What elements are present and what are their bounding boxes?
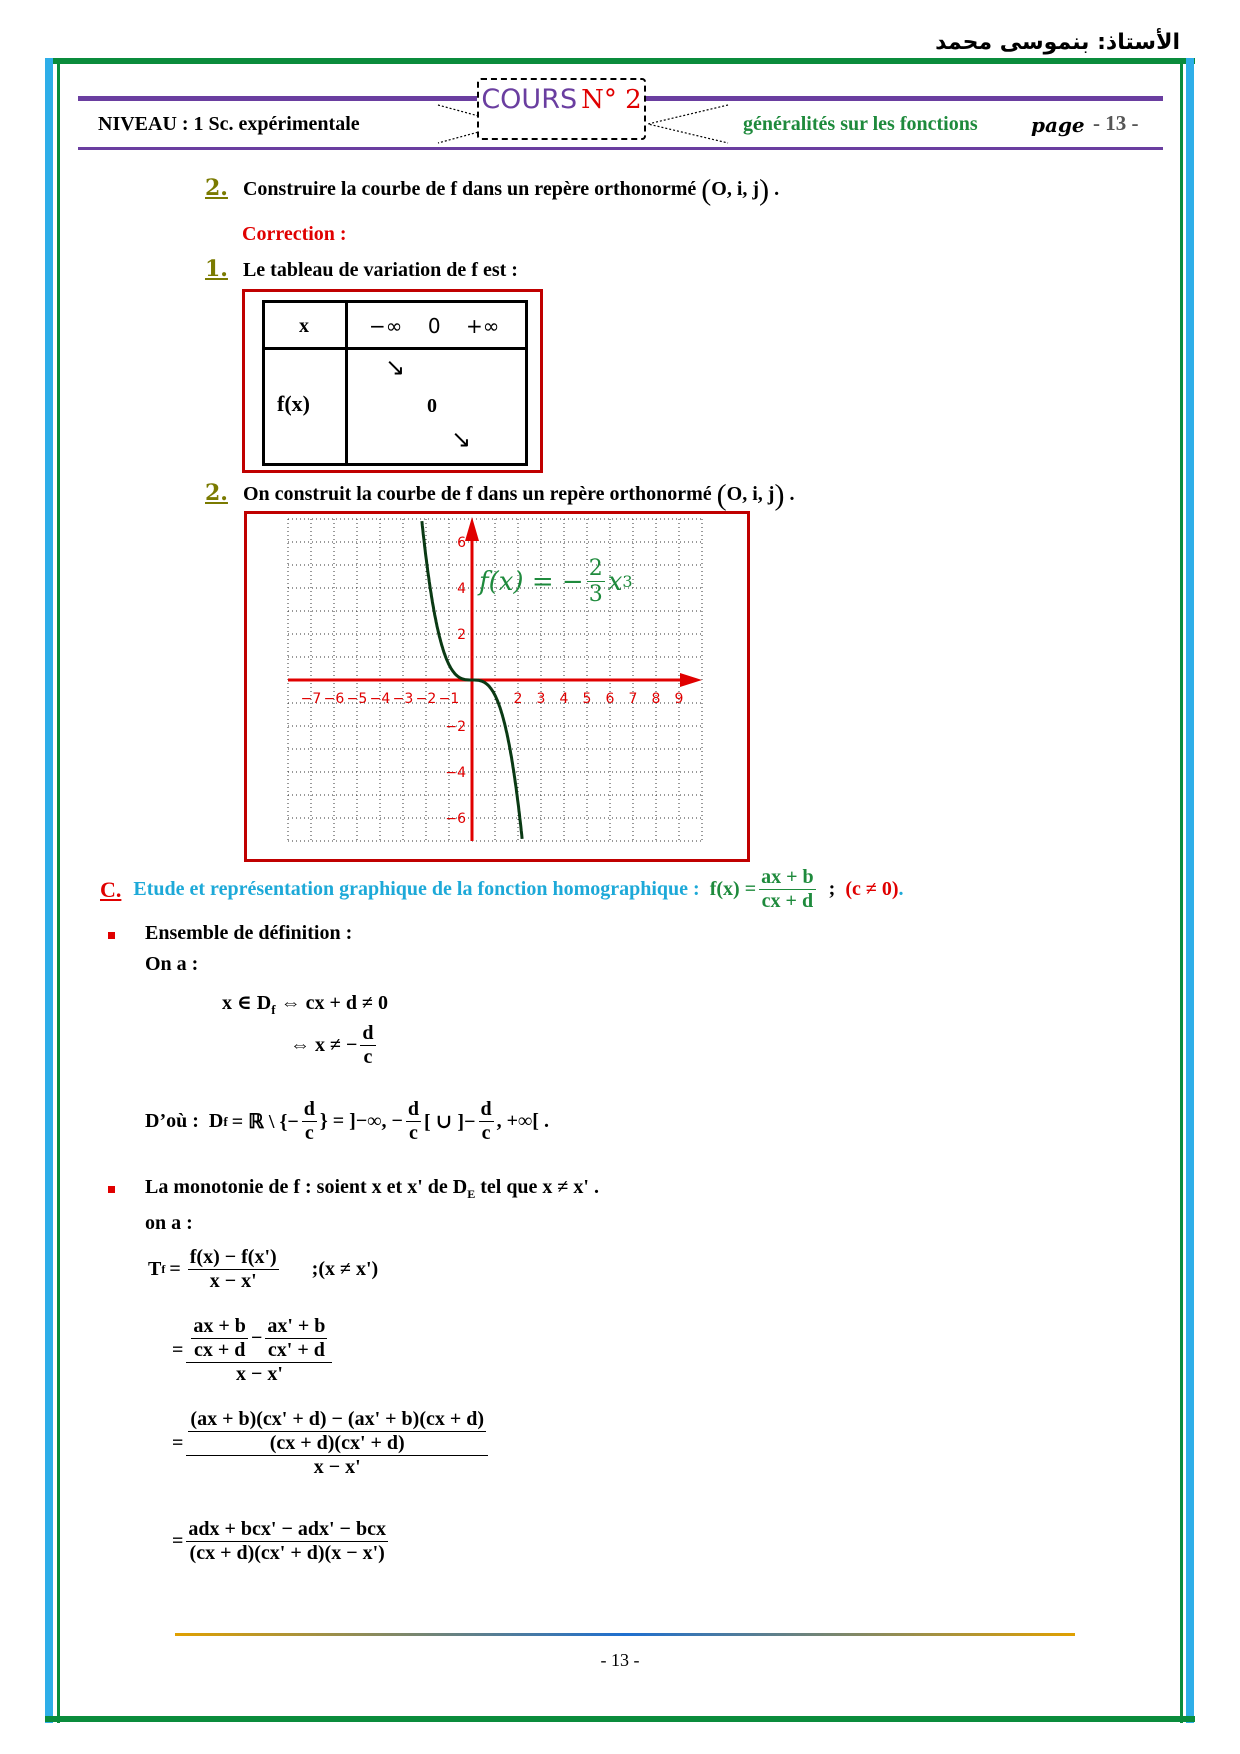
- sectionC-cond: (c ≠ 0): [845, 878, 899, 900]
- step2-num: [186, 1315, 332, 1363]
- definition-eq1: [222, 990, 388, 1018]
- step2-a-den: cx + d: [193, 1339, 246, 1361]
- sectionC-letter: C.: [100, 876, 122, 902]
- teacher-name: الأستاذ: بنموسى محمد: [935, 30, 1180, 55]
- y-axis-arrow-icon: [465, 517, 479, 541]
- chevron-left-icon: [638, 101, 748, 147]
- eq2-frac: [360, 1022, 375, 1069]
- y-tick-label: 6: [457, 535, 466, 551]
- item2-badge: 2.: [205, 480, 228, 506]
- page-frame-top: [45, 58, 1195, 64]
- table-zero: 0: [427, 395, 437, 417]
- y-tick-label: 2: [457, 627, 466, 643]
- sectionC-num: ax + b: [761, 866, 814, 888]
- tf-cond: ;(x ≠ x'): [311, 1258, 379, 1280]
- step2-a-frac: [191, 1315, 248, 1362]
- df-frac2-num: d: [407, 1098, 420, 1120]
- df-rhs1: = ℝ \ {−: [231, 1111, 299, 1133]
- df-rhs2: } = ]−∞, −: [319, 1110, 403, 1132]
- step3-frac: [186, 1408, 488, 1479]
- x-tick-label: −1: [438, 691, 460, 707]
- definition-eq2: [290, 1022, 379, 1069]
- footer-page: - 13 -: [600, 1650, 640, 1670]
- step3-den: x − x': [313, 1456, 361, 1478]
- x-tick-label: 8: [651, 691, 661, 707]
- sectionC-frac: [759, 866, 816, 913]
- cours-number: N° 2: [581, 85, 642, 115]
- x-tick-label: 5: [582, 691, 592, 707]
- definition-df: [145, 1098, 549, 1145]
- monotonie-title-end: tel que x ≠ x' .: [480, 1176, 599, 1198]
- step3-eq: =: [172, 1432, 184, 1454]
- df-label: D: [208, 1110, 224, 1132]
- eq1-lhs: x ∈ D: [222, 992, 272, 1014]
- page-frame-bottom: [45, 1716, 1195, 1722]
- step2-b-frac: [265, 1315, 327, 1362]
- variation-table-frame: [242, 289, 543, 473]
- formula-var: x: [607, 566, 623, 597]
- df-frac3-num: d: [480, 1098, 492, 1120]
- page-frame-right: [1186, 58, 1194, 1723]
- step2-a-num: ax + b: [193, 1315, 246, 1337]
- page-frame-left-inner: [57, 58, 60, 1723]
- step2-eq: =: [172, 1339, 184, 1361]
- y-tick-label: 4: [457, 581, 466, 597]
- tf-sub: f: [161, 1262, 166, 1276]
- step4-line: [172, 1518, 391, 1565]
- step2-line: [172, 1315, 335, 1386]
- formula-exp: 3: [622, 572, 633, 592]
- page-number: - 13 -: [1093, 111, 1139, 135]
- y-tick-label: −6: [445, 811, 466, 827]
- eq2-lhs: ⇔ x ≠ −: [290, 1034, 358, 1056]
- page-word: page: [1031, 113, 1085, 137]
- formula-den: 3: [588, 582, 603, 608]
- tf-frac: [188, 1246, 279, 1293]
- eq1-sub: f: [271, 1002, 276, 1017]
- tf-num: f(x) − f(x'): [189, 1246, 277, 1268]
- tf-den: x − x': [209, 1270, 257, 1292]
- cours-box: [477, 78, 646, 140]
- df-rhs3: [ ∪ ]−: [424, 1111, 476, 1133]
- tf-eq: =: [169, 1258, 181, 1280]
- item2-repere: O, i, j: [726, 483, 775, 505]
- formula-lhs: f(x) = −: [479, 566, 584, 597]
- tf-line: [148, 1246, 378, 1293]
- item2-text: On construit la courbe de f dans un repère orthonormé: [242, 483, 712, 505]
- correction-label: Correction :: [242, 223, 347, 245]
- y-tick-label: −2: [445, 719, 466, 735]
- x-tick-label: 4: [559, 691, 569, 707]
- monotonie-on-a: on a :: [145, 1212, 193, 1234]
- table-arrow-2: ↘: [451, 425, 472, 453]
- chart-frame: [244, 511, 750, 862]
- chart-formula: [479, 556, 633, 608]
- step4-den: (cx + d)(cx' + d)(x − x'): [189, 1542, 385, 1564]
- table-x-label: x: [299, 315, 309, 337]
- topic-label: généralités sur les fonctions: [743, 113, 978, 135]
- x-tick-label: 2: [513, 691, 523, 707]
- definition-on-a: On a :: [145, 953, 199, 975]
- y-tick-label: −4: [445, 765, 466, 781]
- step3-num: [186, 1408, 488, 1456]
- df-frac-2: [406, 1098, 421, 1145]
- x-tick-label: −6: [323, 691, 345, 707]
- step2-minus: −: [250, 1327, 263, 1349]
- monotonie-title-text: La monotonie de f : soient x et x' de D: [145, 1176, 468, 1198]
- x-tick-label: −4: [369, 691, 391, 707]
- page-frame-right-inner: [1180, 58, 1183, 1723]
- section2-line: 2. Construire la courbe de f dans un repère orthonormé (O, i, j) .: [205, 173, 780, 207]
- df-dou: D’où :: [145, 1110, 199, 1132]
- df-frac2-den: c: [409, 1122, 418, 1144]
- df-sub: f: [223, 1113, 228, 1129]
- page-frame-left: [45, 58, 53, 1723]
- df-frac-1: [302, 1098, 317, 1145]
- step3-line: [172, 1408, 491, 1479]
- item2-end: .: [789, 483, 795, 505]
- monotonie-title: [145, 1176, 599, 1202]
- step3-mid: (cx + d)(cx' + d): [269, 1432, 405, 1454]
- item1-line: [205, 256, 518, 282]
- df-rhs4: , +∞[ .: [496, 1110, 549, 1132]
- df-frac-3: [479, 1098, 494, 1145]
- x-tick-label: −5: [346, 691, 368, 707]
- x-tick-label: 7: [628, 691, 638, 707]
- step4-frac: [186, 1518, 388, 1565]
- item2-line: 2. On construit la courbe de f dans un repère orthonormé (O, i, j) .: [205, 478, 795, 512]
- x-axis-arrow-icon: [680, 673, 702, 687]
- table-fx-label: f(x): [277, 391, 310, 416]
- x-tick-label: −7: [300, 691, 322, 707]
- tf-label: T: [148, 1258, 162, 1280]
- sectionC-flhs: f(x) =: [709, 878, 757, 900]
- variation-table: [262, 300, 528, 466]
- section2-badge: 2.: [205, 175, 228, 201]
- formula-num: 2: [588, 556, 603, 581]
- footer-line: [175, 1633, 1075, 1636]
- monotonie-title-sub: E: [467, 1187, 476, 1201]
- item1-text: Le tableau de variation de f est :: [242, 259, 518, 281]
- section2-repere: O, i, j: [711, 178, 760, 200]
- x-tick-label: 9: [674, 691, 684, 707]
- bullet-monotonie: [108, 1186, 115, 1193]
- sectionC-sep: ;: [828, 878, 836, 900]
- sectionC-den: cx + d: [761, 890, 814, 912]
- x-tick-label: 6: [605, 691, 615, 707]
- eq2-num: d: [362, 1022, 374, 1044]
- step4-eq: =: [172, 1530, 184, 1552]
- step2-frac: [186, 1315, 332, 1386]
- eq1-rhs: ⇔ cx + d ≠ 0: [280, 992, 388, 1014]
- item1-badge: 1.: [205, 256, 228, 282]
- step4-num: adx + bcx' − adx' − bcx: [188, 1518, 386, 1540]
- table-x-values: −∞ 0 +∞: [369, 314, 500, 338]
- table-arrow-1: ↘: [385, 353, 406, 381]
- step2-den: x − x': [235, 1363, 283, 1385]
- sectionC-title: Etude et représentation graphique de la fonction homographique :: [133, 878, 700, 900]
- eq2-den: c: [363, 1046, 373, 1068]
- df-frac1-den: c: [304, 1122, 314, 1144]
- x-tick-label: −2: [415, 691, 437, 707]
- sectionC-line: [100, 866, 904, 913]
- niveau-label: NIVEAU : 1 Sc. expérimentale: [98, 113, 360, 135]
- section2-end: .: [774, 178, 780, 200]
- step3-top: (ax + b)(cx' + d) − (ax' + b)(cx + d): [190, 1408, 485, 1430]
- x-tick-label: 3: [536, 691, 546, 707]
- df-frac1-num: d: [303, 1098, 315, 1120]
- section2-text: Construire la courbe de f dans un repère orthonormé: [242, 178, 697, 200]
- step2-b-num: ax' + b: [267, 1315, 326, 1337]
- definition-title: Ensemble de définition :: [145, 922, 353, 944]
- formula-frac: [587, 556, 605, 608]
- sectionC-end: .: [898, 878, 904, 900]
- step2-b-den: cx' + d: [267, 1339, 325, 1361]
- cours-title: COURS: [481, 84, 578, 115]
- x-tick-label: −3: [392, 691, 414, 707]
- df-frac3-den: c: [481, 1122, 491, 1144]
- bullet-definition: [108, 932, 115, 939]
